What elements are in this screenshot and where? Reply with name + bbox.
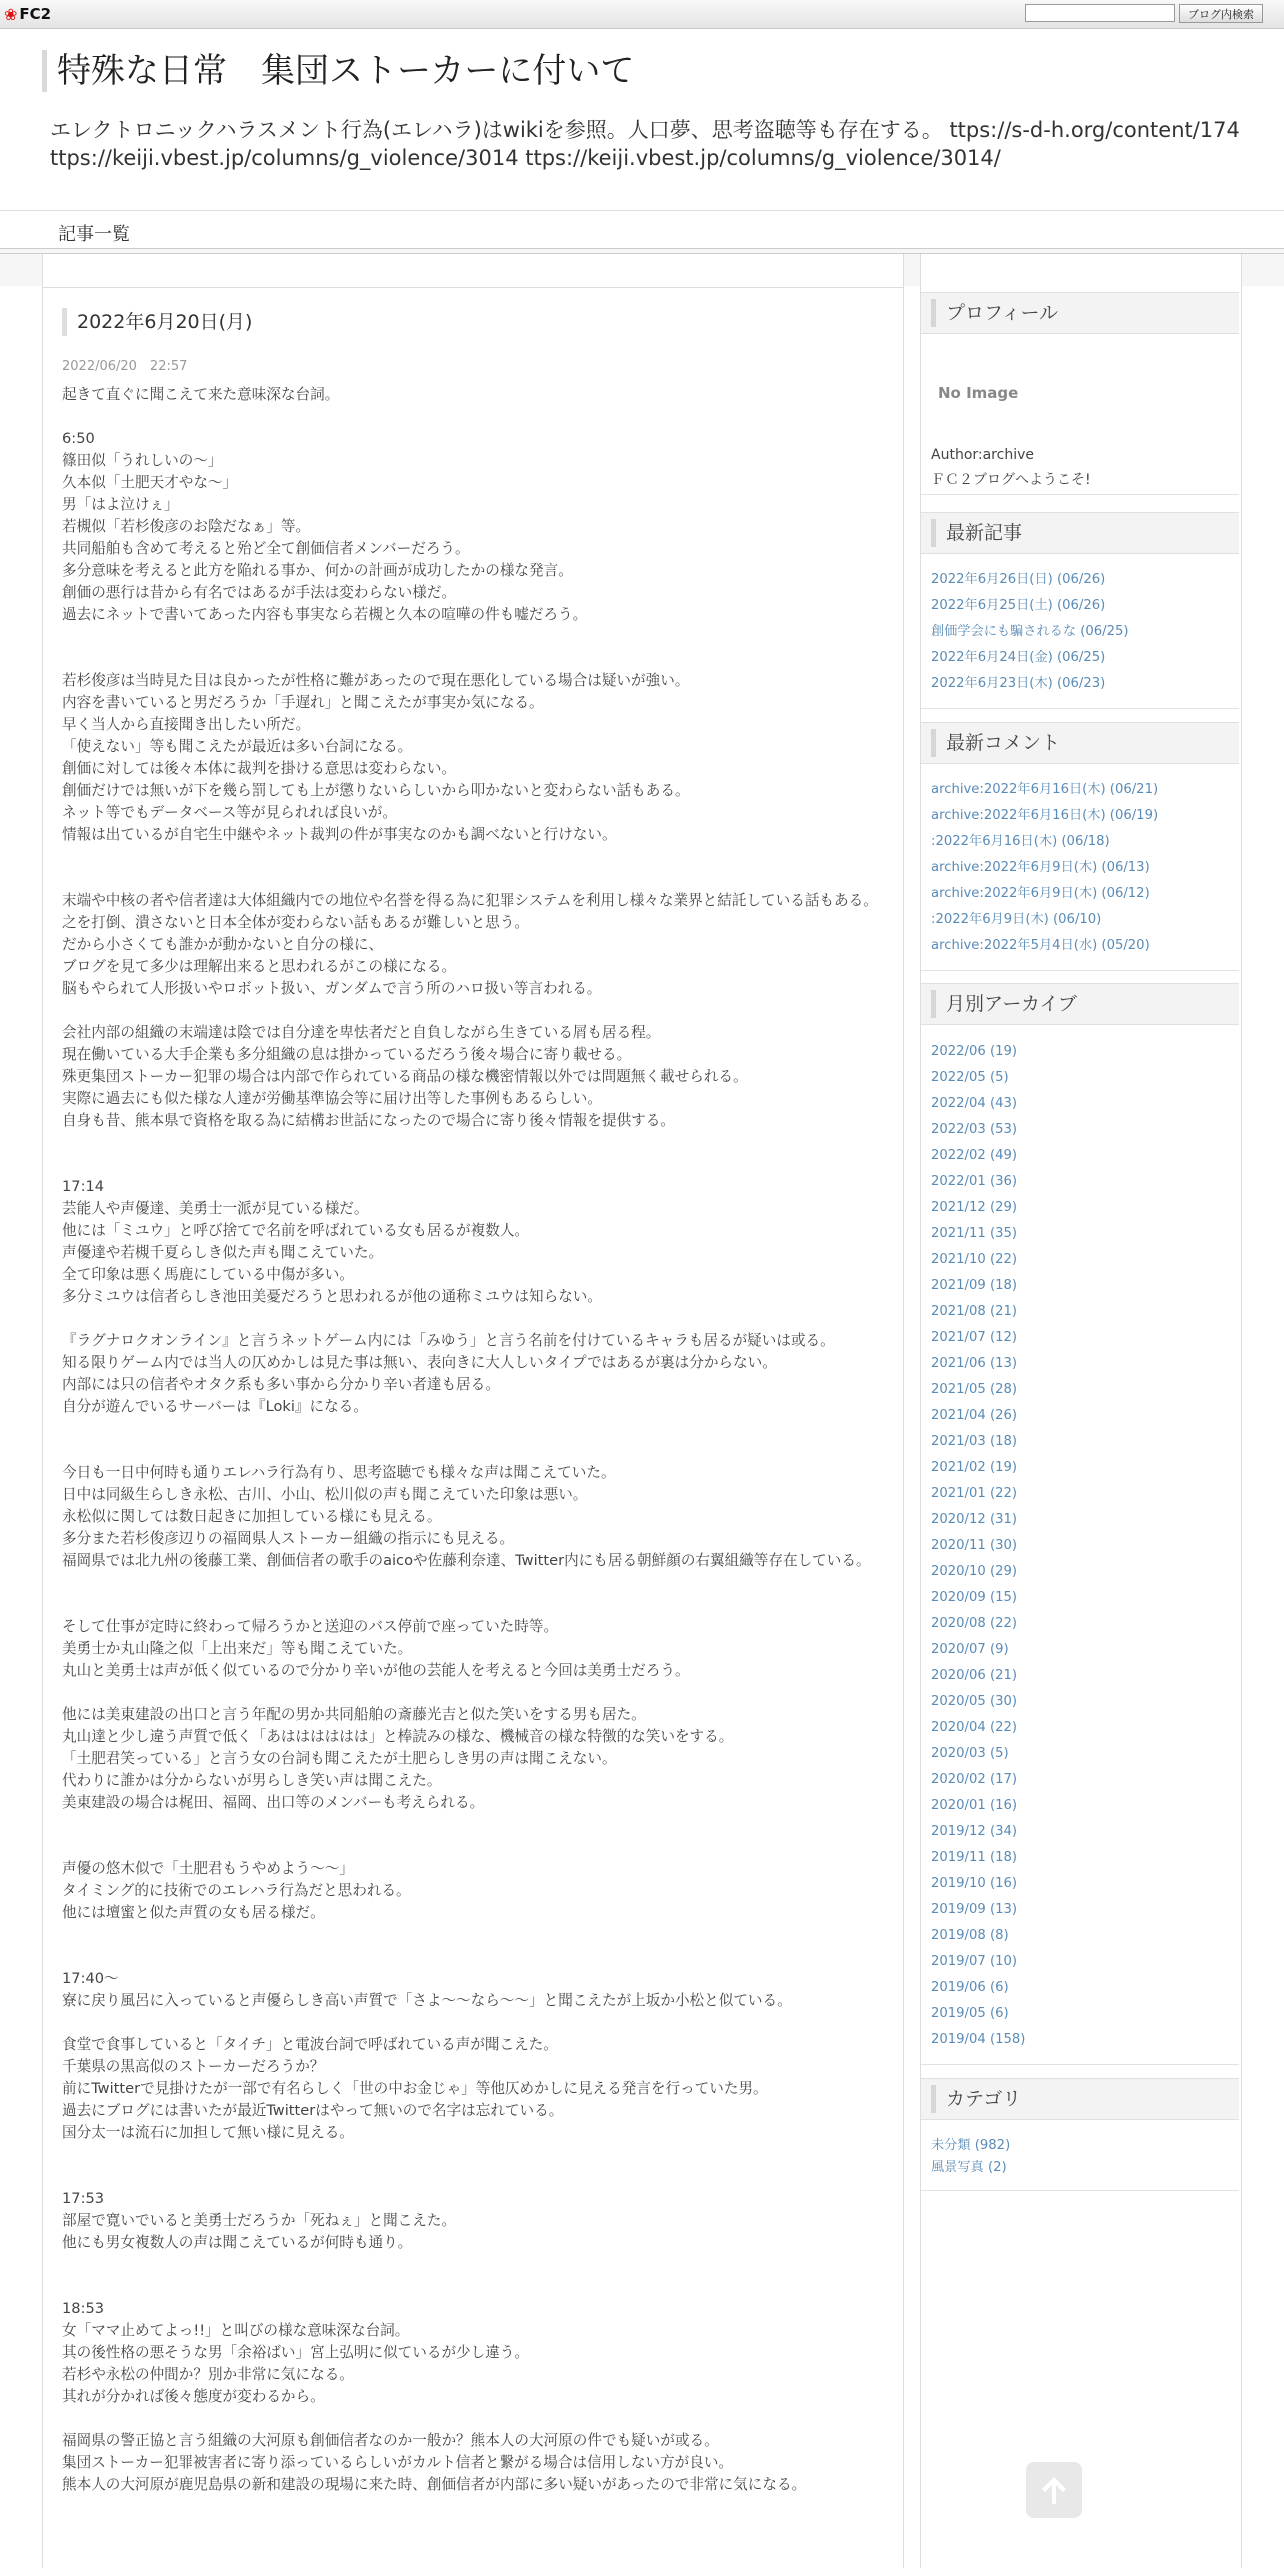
recent-comment-link[interactable]: archive:2022年6月9日(木) (06/12) xyxy=(931,886,1150,901)
archive-month-link[interactable]: 2020/12 (31) xyxy=(931,1512,1018,1527)
archive-month-link[interactable]: 2020/01 (16) xyxy=(931,1798,1018,1813)
archive-month-link[interactable]: 2021/12 (29) xyxy=(931,1200,1018,1215)
sidebar-divider xyxy=(921,2190,1239,2191)
recent-comments-heading-box xyxy=(921,722,1239,764)
archive-month-link[interactable]: 2019/04 (158) xyxy=(931,2032,1026,2047)
archive-month-link[interactable]: 2020/08 (22) xyxy=(931,1616,1018,1631)
recent-entry-link[interactable]: 2022年6月25日(土) (06/26) xyxy=(931,598,1106,613)
archive-month-link[interactable]: 2020/07 (9) xyxy=(931,1642,1009,1657)
main-column-divider xyxy=(43,287,903,288)
categories-heading: カテゴリ xyxy=(931,2085,1021,2113)
recent-comments-heading: 最新コメント xyxy=(931,729,1060,757)
archive-month-link[interactable]: 2019/10 (16) xyxy=(931,1876,1018,1891)
recent-comment-link[interactable]: archive:2022年6月9日(木) (06/13) xyxy=(931,860,1150,875)
archive-month-link[interactable]: 2022/05 (5) xyxy=(931,1070,1009,1085)
recent-entry-link[interactable]: 創価学会にも騙されるな (06/25) xyxy=(931,624,1129,639)
archive-month-link[interactable]: 2022/03 (53) xyxy=(931,1122,1018,1137)
fc2-toolbar xyxy=(0,0,1284,29)
category-link[interactable]: 未分類 (982) xyxy=(931,2138,1011,2153)
archive-month-link[interactable]: 2019/07 (10) xyxy=(931,1954,1018,1969)
archive-month-link[interactable]: 2019/08 (8) xyxy=(931,1928,1009,1943)
sidebar-divider xyxy=(921,494,1239,495)
recent-comments-list xyxy=(931,777,1231,959)
nav-divider xyxy=(0,210,1284,211)
categories-list xyxy=(931,2135,1231,2179)
archive-month-link[interactable]: 2021/03 (18) xyxy=(931,1434,1018,1449)
recent-comment-link[interactable]: :2022年6月16日(木) (06/18) xyxy=(931,834,1110,849)
recent-entries-heading: 最新記事 xyxy=(931,519,1022,547)
archive-month-link[interactable]: 2019/05 (6) xyxy=(931,2006,1009,2021)
recent-entries-list xyxy=(931,567,1231,697)
blog-search-input[interactable] xyxy=(1025,4,1175,22)
recent-entry-link[interactable]: 2022年6月26日(日) (06/26) xyxy=(931,572,1106,587)
category-link[interactable]: 風景写真 (2) xyxy=(931,2160,1007,2175)
archive-month-link[interactable]: 2021/08 (21) xyxy=(931,1304,1018,1319)
monthly-archive-heading: 月別アーカイブ xyxy=(931,990,1077,1018)
entry-title[interactable]: 2022年6月20日(月) xyxy=(62,308,252,336)
archive-month-link[interactable]: 2020/03 (5) xyxy=(931,1746,1009,1761)
archive-month-link[interactable]: 2020/09 (15) xyxy=(931,1590,1018,1605)
archive-month-link[interactable]: 2022/06 (19) xyxy=(931,1044,1018,1059)
blog-search-button[interactable]: ブログ内検索 xyxy=(1179,4,1263,23)
blog-title[interactable]: 特殊な日常 集団ストーカーに付いて xyxy=(42,50,634,92)
archive-month-link[interactable]: 2019/09 (13) xyxy=(931,1902,1018,1917)
archive-month-link[interactable]: 2020/02 (17) xyxy=(931,1772,1018,1787)
arrow-up-icon xyxy=(1034,2470,1074,2510)
sidebar-divider xyxy=(921,2064,1239,2065)
profile-author: Author:archive xyxy=(931,447,1034,463)
recent-comment-link[interactable]: :2022年6月9日(木) (06/10) xyxy=(931,912,1102,927)
fc2-logo[interactable] xyxy=(4,4,51,24)
fc2-logo-icon: ❀ xyxy=(4,4,18,24)
archive-month-link[interactable]: 2022/04 (43) xyxy=(931,1096,1018,1111)
recent-entry-link[interactable]: 2022年6月23日(木) (06/23) xyxy=(931,676,1106,691)
entry-body: 起きて直ぐに聞こえて来た意味深な台詞。 6:50 篠田似「うれしいの～」 久本似「土肥天才やな～」 男「はよ泣けぇ」 若槻似「若杉俊彦のお陰だなぁ」等。 共同船舶も含めて考えると殆ど全て創価信者メンバーだろう。 多分意味を考えると此方を陥れる事か、何かの計画が成功したかの様な発言。 創価の悪行は昔から有名ではあるが手法は変わらない様だ。 過去にネットで書いてあった内容も事実なら若槻と久本の喧嘩の件も嘘だろう。 若杉俊彦は当時見た目は良かったが性格に難があったので現在悪化している場合は疑いが強い。 内容を書いていると男だろうか「手遅れ」と聞こえたが事実か気になる。 早く当人から直接聞き出したい所だ。 「使えない」等も聞こえたが最近は多い台詞になる。 創価に対しては後々本体に裁判を掛ける意思は変わらない。 創価だけでは無いが下を幾ら罰しても上が懲りないらしいから叩かないと変わらない話もある。 ネット等でもデータベース等が見られれば良いが。 情報は出ているが自宅生中継やネット裁判の件が事実なのかも調べないと行けない。 末端や中核の者や信者達は大体組織内での地位や名誉を得る為に犯罪システムを利用し様々な業界と結託している話もある。 之を打倒、潰さないと日本全体が変わらない話もあるが難しいと思う。 だから小さくても誰かが動かないと自分の様に、 ブログを見て多少は理解出来ると思われるがこの様になる。 脳もやられて人形扱いやロボット扱い、ガンダムで言う所のハロ扱い等言われる。 会社内部の組織の末端達は陰では自分達を卑怯者だと自負しながら生きている屑も居る程。 現在働いている大手企業も多分組織の息は掛かっているだろう後々場合に寄り載せる。 殊更集団ストーカー犯罪の場合は内部で作られている商品の様な機密情報以外では問題無く載せられる。 実際に過去にも似た様な人達が労働基準協会等に届け出等した事例もあるらしい。 自身も昔、熊本県で資格を取る為に結構お世話になったので場合に寄り後々情報を提供する。 17:14 芸能人や声優達、美勇士一派が見ている様だ。 他には「ミユウ」と呼び捨てで名前を呼ばれている女も居るが複数人。 声優達や若槻千夏らしき似た声も聞こえていた。 全て印象は悪く馬鹿にしている中傷が多い。 多分ミユウは信者らしき池田美憂だろうと思われるが他の通称ミユウは知らない。 『ラグナロクオンライン』と言うネットゲーム内には「みゆう」と言う名前を付けているキャラも居るが疑いは或る。 知る限りゲーム内では当人の仄めかしは見た事は無い、表向きに大人しいタイプではあるが裏は分からない。 内部には只の信者やオタク系も多い事から分かり辛い者達も居る。 自分が遊んでいるサーバーは『Loki』になる。 今日も一日中何時も通りエレハラ行為有り、思考盗聴でも様々な声は聞こえていた。 日中は同級生らしき永松、古川、小山、松川似の声も聞こえていた印象は悪い。 永松似に関しては数日起きに加担している様にも見える。 多分また若杉俊彦辺りの福岡県人ストーカー組織の指示にも見える。 福岡県では北九州の後藤工業、創価信者の歌手のaicoや佐藤利奈達、Twitter内にも居る朝鮮顔の右翼組織等存在している。 そして仕事が定時に終わって帰ろうかと送迎のバス停前で座っていた時等。 美勇士か丸山隆之似「上出来だ」等も聞こえていた。 丸山と美勇士は声が低く似ているので分かり辛いが他の芸能人を考えると今回は美勇士だろう。 他には美東建設の出口と言う年配の男か共同船舶の斎藤光吉と似た笑いをする男も居た。 丸山達と少し違う声質で低く「あはははははは」と棒読みの様な、機械音の様な特徴的な笑いをする。 「土肥君笑っている」と言う女の台詞も聞こえたが土肥らしき男の声は聞こえない。 代わりに誰かは分からないが男らしき笑い声は聞こえた。 美東建設の場合は梶田、福岡、出口等のメンバーも考えられる。 声優の悠木似で「土肥君もうやめよう～～」 タイミング的に技術でのエレハラ行為だと思われる。 他には壇蜜と似た声質の女も居る様だ。 17:40～ 寮に戻り風呂に入っていると声優らしき高い声質で「さよ～～なら～～」と聞こえたが上坂か小松と似ている。 食堂で食事していると「タイチ」と電波台詞で呼ばれている声が聞こえた。 千葉県の黒高似のストーカーだろうか？ 前にTwitterで見掛けたが一部で有名らしく「世の中お金じゃ」等他仄めかしに見える発言を行っていた男。 過去にブログには書いたが最近Twitterはやって無いので名字は忘れている。 国分太一は流石に加担して無い様に見える。 17:53 部屋で寛いでいると美勇士だろうか「死ねぇ」と聞こえた。 他にも男女複数人の声は聞こえているが何時も通り。 18:53 女「ママ止めてよっ!!」と叫びの様な意味深な台詞。 其の後性格の悪そうな男「余裕ばい」宮上弘明に似ているが少し違う。 若杉や永松の仲間か？別か非常に気になる。 其れが分かれば後々態度が変わるから。 福岡県の警正協と言う組織の大河原も創価信者なのか一般か？熊本人の大河原の件でも疑いが或る。 集団ストーカー犯罪被害者に寄り添っているらしいがカルト信者と繋がる場合は信用しない方が良い。 熊本人の大河原が鹿児島県の新和建設の現場に来た時、創価信者が内部に多い疑いがあったので非常に気になる。 xyxy=(62,386,878,2493)
archive-month-link[interactable]: 2020/10 (29) xyxy=(931,1564,1018,1579)
profile-heading: プロフィール xyxy=(931,299,1058,327)
archive-month-link[interactable]: 2021/06 (13) xyxy=(931,1356,1018,1371)
archive-month-link[interactable]: 2021/07 (12) xyxy=(931,1330,1018,1345)
archive-month-link[interactable]: 2020/06 (21) xyxy=(931,1668,1018,1683)
fc2-logo-text: FC2 xyxy=(19,5,52,23)
profile-no-image: No Image xyxy=(938,384,1019,402)
nav-archive-link[interactable]: 記事一覧 xyxy=(58,224,130,245)
archive-month-link[interactable]: 2022/02 (49) xyxy=(931,1148,1018,1163)
archive-month-link[interactable]: 2021/10 (22) xyxy=(931,1252,1018,1267)
recent-comment-link[interactable]: archive:2022年6月16日(木) (06/19) xyxy=(931,808,1159,823)
archive-month-link[interactable]: 2021/11 (35) xyxy=(931,1226,1018,1241)
archive-month-link[interactable]: 2020/04 (22) xyxy=(931,1720,1018,1735)
monthly-archive-heading-box xyxy=(921,983,1239,1025)
archive-month-link[interactable]: 2021/02 (19) xyxy=(931,1460,1018,1475)
profile-heading-box xyxy=(921,292,1239,334)
recent-entries-heading-box xyxy=(921,512,1239,554)
archive-month-link[interactable]: 2022/01 (36) xyxy=(931,1174,1018,1189)
recent-entry-link[interactable]: 2022年6月24日(金) (06/25) xyxy=(931,650,1106,665)
profile-welcome: ＦＣ２ブログへようこそ! xyxy=(931,472,1091,488)
sidebar-divider xyxy=(921,708,1239,709)
archive-month-link[interactable]: 2021/04 (26) xyxy=(931,1408,1018,1423)
scroll-to-top-button[interactable] xyxy=(1026,2462,1082,2518)
entry-datetime: 2022/06/20 22:57 xyxy=(62,359,188,374)
blog-description: エレクトロニックハラスメント行為(エレハラ)はwikiを参照。人口夢、思考盗聴等も存在する。 ttps://s-d-h.org/content/174 ttps://keiji.vbest.jp/columns/g_violence/3014 ttps://keiji.vbest.jp/columns/g_violence/3014/ xyxy=(50,118,1240,170)
recent-comment-link[interactable]: archive:2022年5月4日(水) (05/20) xyxy=(931,938,1150,953)
recent-comment-link[interactable]: archive:2022年6月16日(木) (06/21) xyxy=(931,782,1159,797)
monthly-archive-list xyxy=(931,1039,1231,2053)
archive-month-link[interactable]: 2021/01 (22) xyxy=(931,1486,1018,1501)
archive-month-link[interactable]: 2019/06 (6) xyxy=(931,1980,1009,1995)
categories-heading-box xyxy=(921,2078,1239,2120)
sidebar-divider xyxy=(921,970,1239,971)
archive-month-link[interactable]: 2021/09 (18) xyxy=(931,1278,1018,1293)
archive-month-link[interactable]: 2019/12 (34) xyxy=(931,1824,1018,1839)
archive-month-link[interactable]: 2021/05 (28) xyxy=(931,1382,1018,1397)
archive-month-link[interactable]: 2020/11 (30) xyxy=(931,1538,1018,1553)
archive-month-link[interactable]: 2020/05 (30) xyxy=(931,1694,1018,1709)
archive-month-link[interactable]: 2019/11 (18) xyxy=(931,1850,1018,1865)
